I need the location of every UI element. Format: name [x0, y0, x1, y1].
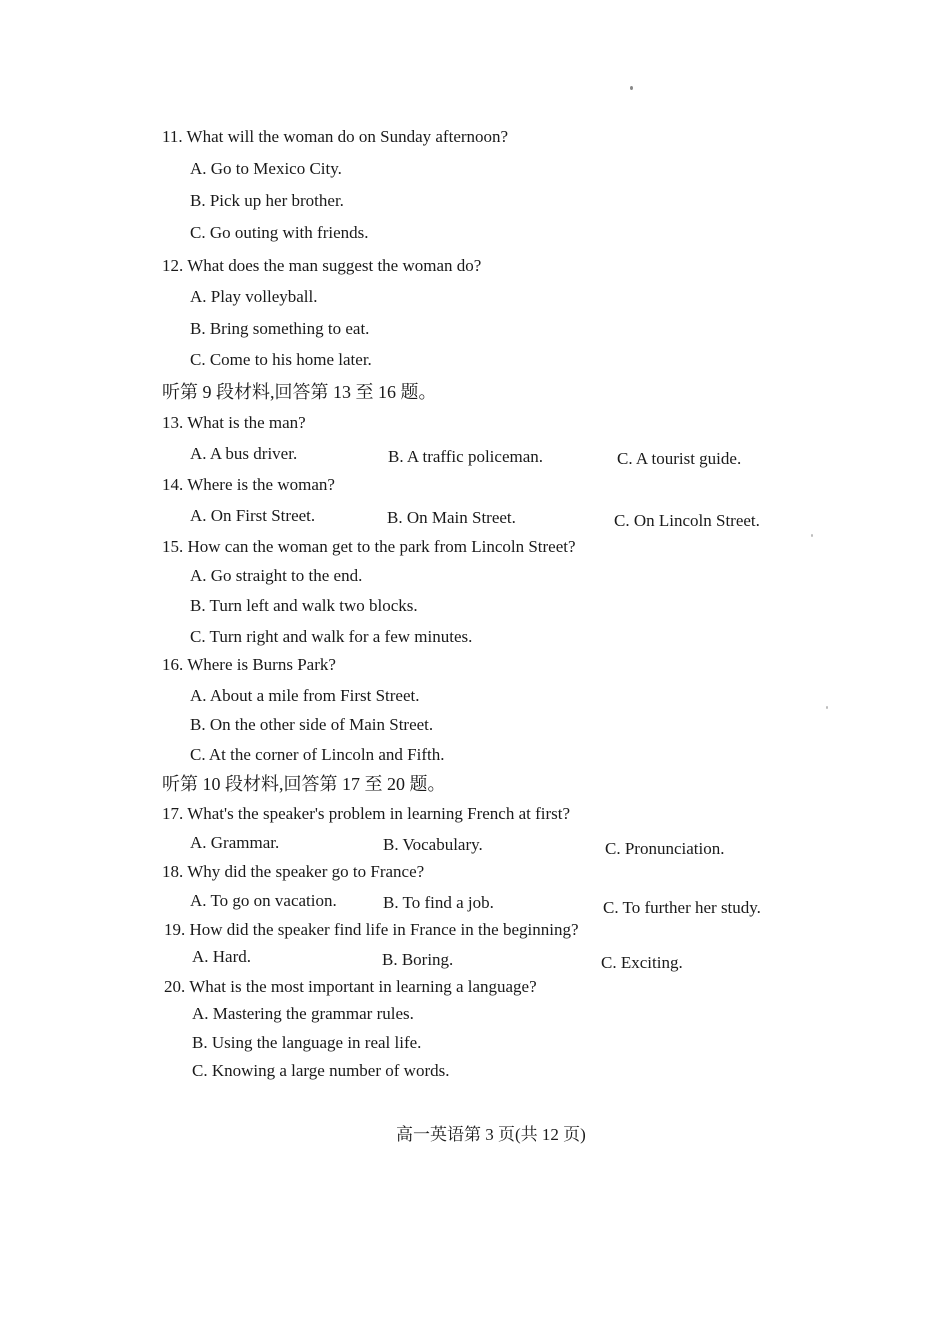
question-14-stem: 14. Where is the woman? — [162, 475, 335, 494]
question-18-option-b: B. To find a job. — [383, 893, 494, 912]
question-20-stem: 20. What is the most important in learning a language? — [164, 977, 537, 996]
question-16-stem: 16. Where is Burns Park? — [162, 655, 336, 674]
question-13-stem: 13. What is the man? — [162, 413, 306, 432]
question-17-option-a: A. Grammar. — [190, 833, 280, 852]
question-19-option-a: A. Hard. — [192, 947, 252, 966]
question-17-stem: 17. What's the speaker's problem in learning French at first? — [162, 804, 571, 823]
page-footer: 高一英语第 3 页(共 12 页) — [396, 1125, 586, 1144]
question-17-option-b: B. Vocabulary. — [383, 835, 483, 854]
section-10-heading: 听第 10 段材料,回答第 17 至 20 题。 — [162, 774, 446, 794]
question-13-option-c: C. A tourist guide. — [617, 449, 742, 468]
section-9-heading: 听第 9 段材料,回答第 13 至 16 题。 — [162, 382, 437, 402]
question-12-option-c: C. Come to his home later. — [190, 350, 372, 369]
question-20-option-a: A. Mastering the grammar rules. — [192, 1004, 414, 1023]
question-18-stem: 18. Why did the speaker go to France? — [162, 862, 425, 881]
question-11-stem: 11. What will the woman do on Sunday afternoon? — [162, 127, 509, 146]
question-20-option-c: C. Knowing a large number of words. — [192, 1061, 450, 1080]
question-19-option-c: C. Exciting. — [601, 953, 683, 972]
question-13-option-b: B. A traffic policeman. — [388, 447, 544, 466]
scan-speck — [630, 86, 633, 90]
question-15-option-b: B. Turn left and walk two blocks. — [190, 596, 418, 615]
question-17-option-c: C. Pronunciation. — [605, 839, 725, 858]
question-12-stem: 12. What does the man suggest the woman do? — [162, 256, 482, 275]
scan-speck — [826, 706, 828, 709]
question-19-option-b: B. Boring. — [382, 950, 454, 969]
question-19-stem: 19. How did the speaker find life in France in the beginning? — [164, 920, 579, 939]
question-20-option-b: B. Using the language in real life. — [192, 1033, 422, 1052]
question-11-option-c: C. Go outing with friends. — [190, 223, 369, 242]
question-15-option-c: C. Turn right and walk for a few minutes. — [190, 627, 473, 646]
question-14-option-c: C. On Lincoln Street. — [614, 511, 760, 530]
question-15-stem: 15. How can the woman get to the park from Lincoln Street? — [162, 537, 576, 556]
question-14-option-b: B. On Main Street. — [387, 508, 516, 527]
question-15-option-a: A. Go straight to the end. — [190, 566, 363, 585]
question-16-option-c: C. At the corner of Lincoln and Fifth. — [190, 745, 445, 764]
question-12-option-a: A. Play volleyball. — [190, 287, 318, 306]
question-13-option-a: A. A bus driver. — [190, 444, 298, 463]
question-18-option-c: C. To further her study. — [603, 898, 761, 917]
scan-speck — [811, 534, 813, 537]
question-14-option-a: A. On First Street. — [190, 506, 316, 525]
question-11-option-a: A. Go to Mexico City. — [190, 159, 342, 178]
question-16-option-a: A. About a mile from First Street. — [190, 686, 420, 705]
question-16-option-b: B. On the other side of Main Street. — [190, 715, 434, 734]
question-11-option-b: B. Pick up her brother. — [190, 191, 344, 210]
question-12-option-b: B. Bring something to eat. — [190, 319, 370, 338]
question-18-option-a: A. To go on vacation. — [190, 891, 337, 910]
